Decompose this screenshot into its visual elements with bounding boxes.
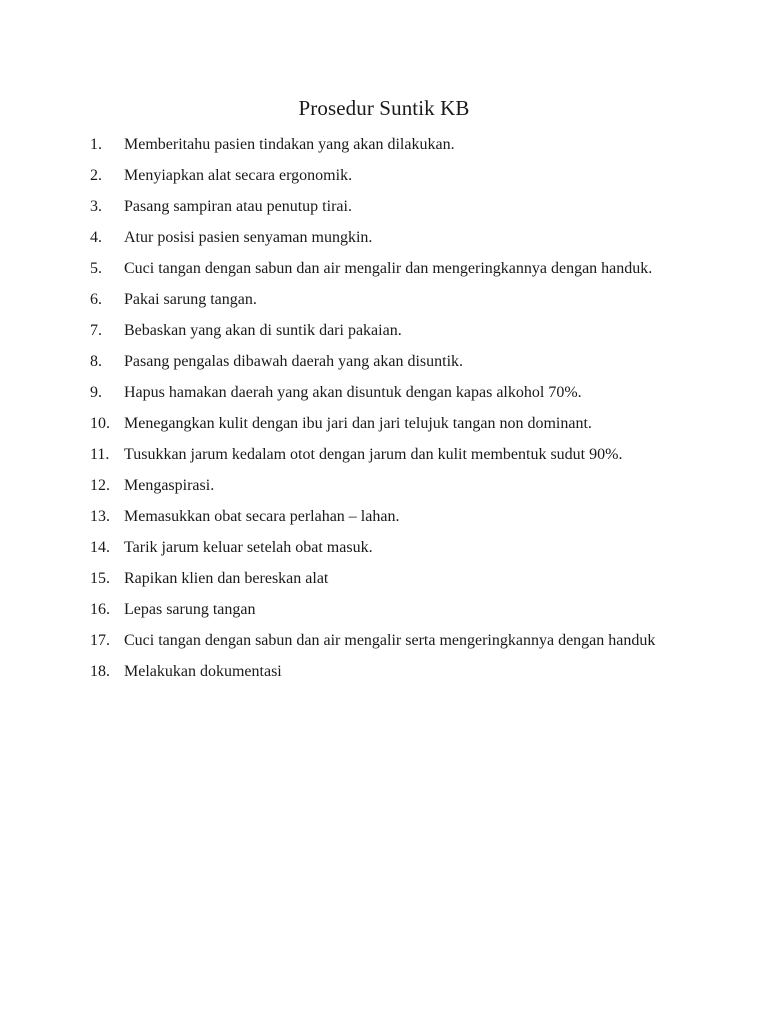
step-number: 2. [90,167,102,184]
document-title: Prosedur Suntik KB [298,96,470,120]
step-number: 7. [90,322,102,339]
step-text: Pasang pengalas dibawah daerah yang akan disuntik. [124,353,464,370]
list-item [90,563,678,594]
list-item [90,439,678,470]
list-item [90,191,678,222]
list-item [90,625,678,656]
list-item [90,501,678,532]
list-item [90,315,678,346]
step-text: Cuci tangan dengan sabun dan air mengalir serta mengeringkannya dengan handuk [124,632,656,649]
step-text: Bebaskan yang akan di suntik dari pakaian. [124,322,402,339]
step-number: 8. [90,353,102,370]
step-number: 1. [90,136,102,153]
step-text: Atur posisi pasien senyaman mungkin. [124,229,373,246]
step-number: 10. [90,415,110,432]
list-item [90,532,678,563]
step-number: 9. [90,384,102,401]
step-number: 12. [90,477,110,494]
step-number: 3. [90,198,102,215]
step-text: Hapus hamakan daerah yang akan disuntuk dengan kapas alkohol 70%. [124,384,582,401]
step-number: 6. [90,291,102,308]
step-text: Tarik jarum keluar setelah obat masuk. [124,539,373,556]
step-number: 11. [90,446,110,463]
list-item [90,408,678,439]
step-text: Memasukkan obat secara perlahan – lahan. [124,508,400,525]
step-text: Menegangkan kulit dengan ibu jari dan jari telujuk tangan non dominant. [124,415,592,432]
list-item [90,129,678,160]
step-text: Memberitahu pasien tindakan yang akan dilakukan. [124,136,455,153]
list-item [90,594,678,625]
step-text: Pakai sarung tangan. [124,291,257,308]
step-text: Lepas sarung tangan [124,601,256,618]
list-item [90,222,678,253]
step-text: Menyiapkan alat secara ergonomik. [124,167,353,184]
step-number: 13. [90,508,110,525]
step-number: 15. [90,570,110,587]
step-text: Melakukan dokumentasi [124,663,282,680]
list-item [90,656,678,687]
step-text: Cuci tangan dengan sabun dan air mengalir dan mengeringkannya dengan handuk. [124,260,653,277]
step-number: 18. [90,663,110,680]
step-number: 4. [90,229,102,246]
step-text: Rapikan klien dan bereskan alat [124,570,329,587]
step-number: 5. [90,260,102,277]
list-item [90,377,678,408]
step-text: Pasang sampiran atau penutup tirai. [124,198,352,215]
list-item [90,346,678,377]
step-text: Mengaspirasi. [124,477,215,494]
list-item [90,470,678,501]
step-number: 14. [90,539,110,556]
step-number: 16. [90,601,110,618]
step-number: 17. [90,632,110,649]
procedure-steps-list [90,129,678,687]
list-item [90,284,678,315]
list-item [90,253,678,284]
step-text: Tusukkan jarum kedalam otot dengan jarum dan kulit membentuk sudut 90%. [124,446,623,463]
list-item [90,160,678,191]
